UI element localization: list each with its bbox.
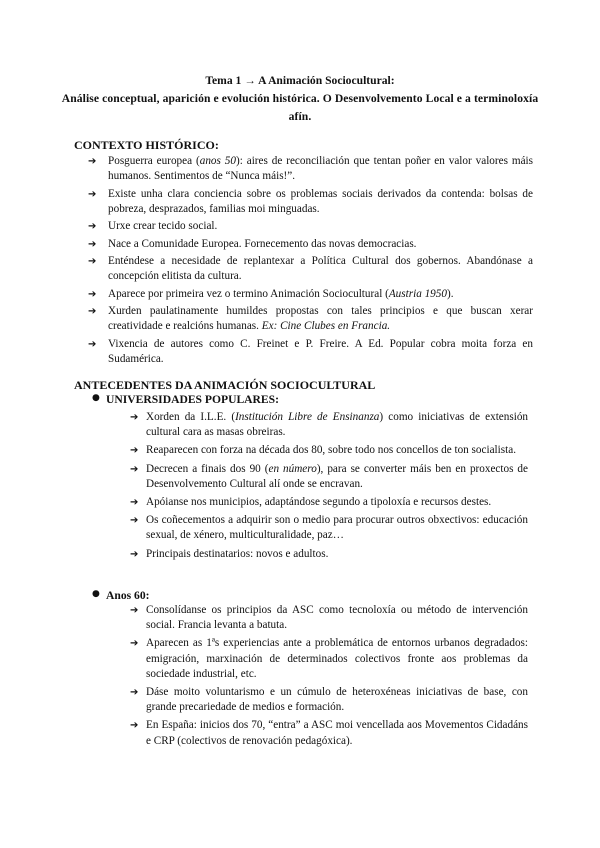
list-item: ➔ Principais destinatarios: novos e adultos. — [130, 547, 528, 562]
list-item: ➔ Os coñecementos a adquirir son o medio para procurar outros obxectivos: educación sexual, de xénero, multiculturalidade, paz… — [130, 514, 528, 542]
list-item: ➔ Xurden paulatinamente humildes propostas con tales principios e que buscan xerar creatividade e realcións humanas. Ex: Cine Clubes en Francia. — [88, 304, 533, 333]
arrow-icon: ➔ — [130, 638, 139, 650]
arrow-icon: ➔ — [88, 338, 97, 350]
arrow-icon: ➔ — [130, 605, 139, 616]
arrow-icon: ➔ — [130, 687, 139, 699]
list-item: ➔ Xorden da I.L.E. (Institución Libre de Ensinanza) como iniciativas de extensión cultural cara as masas obreiras. — [130, 411, 529, 439]
arrow-icon: ➔ — [130, 445, 139, 457]
list-item: ➔ Apóianse nos municipios, adaptándose segundo a tipoloxía e recursos destes. — [130, 495, 528, 510]
list-item: ➔ Aparece por primeira vez o termino Animación Sociocultural (Austria 1950). — [88, 287, 533, 302]
arrow-icon: ➔ — [130, 497, 139, 509]
arrow-icon: ➔ — [130, 720, 139, 732]
universidades-list — [130, 410, 528, 565]
arrow-icon: ➔ — [88, 288, 97, 300]
list-item: ➔ Enténdese a necesidade de replantexar a Política Cultural dos gobernos. Abandónase a concepción elitista da cultura. — [88, 254, 533, 283]
arrow-icon: ➔ — [130, 548, 139, 560]
subheading-universidades: ● UNIVERSIDADES POPULARES: — [92, 393, 279, 406]
bullet-icon: ● — [92, 393, 100, 403]
bullet-icon: ● — [92, 589, 100, 599]
arrow-icon: ➔ — [130, 412, 139, 423]
subheading-anos-60: ● Anos 60: — [92, 589, 150, 602]
arrow-icon: ➔ — [88, 238, 97, 250]
list-item: ➔ Vixencia de autores como C. Freinet e P. Freire. A Ed. Popular cobra moita forza en Sudamérica. — [88, 337, 533, 365]
arrow-icon: ➔ — [88, 305, 97, 317]
list-item: ➔ Posguerra europea (anos 50): aires de reconciliación que tentan poñer en valor valores máis humanos. Sentimentos de “Nunca máis!”. — [88, 155, 533, 183]
list-item: ➔ Aparecen as 1ªs experiencias ante a problemática de entornos urbanos degradados: emigración, marxinación de determinados colectivos fronte aos problemas da sociedade industrial, etc. — [130, 637, 528, 680]
title-line-2: Análise conceptual, aparición e evolución histórica. O Desenvolvemento Local e a terminoloxía afín. — [61, 92, 539, 123]
contexto-list — [88, 154, 533, 369]
arrow-icon: ➔ — [130, 515, 139, 527]
list-item: ➔ En España: inicios dos 70, “entra” a ASC moi vencellada aos Movementos Cidadáns e CRP (colectivos de renovación pedagóxica). — [130, 719, 528, 747]
arrow-icon: ➔ — [130, 463, 139, 475]
arrow-icon: ➔ — [88, 221, 97, 233]
section-heading-antecedentes: ANTECEDENTES DA ANIMACIÓN SOCIOCULTURAL — [74, 378, 376, 392]
list-item: ➔ Urxe crear tecido social. — [88, 219, 533, 234]
anos-60-list — [130, 603, 528, 752]
arrow-icon: ➔ — [88, 188, 97, 200]
list-item: ➔ Reaparecen con forza na década dos 80, sobre todo nos concellos de ton socialista. — [130, 443, 528, 458]
arrow-icon: ➔ — [88, 255, 97, 267]
list-item: ➔ Decrecen a finais dos 90 (en número), para se converter máis ben en proxectos de Desenvolvemento Cultural alí onde se encravan. — [130, 462, 528, 490]
title-line-1: Tema 1 → A Animación Sociocultural: — [205, 74, 395, 87]
document-title — [60, 72, 540, 126]
list-item: ➔ Nace a Comunidade Europea. Fornecemento das novas democracias. — [88, 237, 533, 252]
list-item: ➔ Consolídanse os principios da ASC como tecnoloxía ou método de intervención social. Francia levanta a batuta. — [130, 604, 528, 632]
section-heading-contexto: CONTEXTO HISTÓRICO: — [74, 138, 219, 152]
arrow-icon: ➔ — [88, 156, 97, 167]
list-item: ➔ Existe unha clara conciencia sobre os problemas sociais derivados da contenda: bolsas de pobreza, desprazados, familias moi minguadas. — [88, 187, 533, 215]
list-item: ➔ Dáse moito voluntarismo e un cúmulo de heteroxéneas iniciativas de base, con grande precariedade de medios e formación. — [130, 686, 528, 714]
